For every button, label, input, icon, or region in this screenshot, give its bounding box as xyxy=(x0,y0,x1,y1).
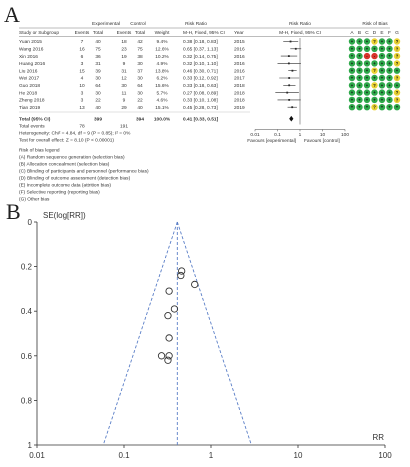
year: 2018 xyxy=(234,98,245,104)
funnel-y-tick-label: 0.8 xyxy=(20,396,32,406)
funnel-point xyxy=(158,353,164,359)
bias-mark: + xyxy=(380,75,384,81)
funnel-ci-left xyxy=(103,222,177,445)
bias-mark: ? xyxy=(395,60,399,66)
total-diamond xyxy=(289,116,293,122)
events-ctl: 30 xyxy=(121,84,127,89)
bias-letter-D: D xyxy=(372,31,377,36)
bias-mark: + xyxy=(358,60,361,66)
total-ctl: 64 xyxy=(137,84,143,89)
bias-mark: + xyxy=(358,90,361,96)
total-exp: 39 xyxy=(95,69,101,75)
events-exp: 3 xyxy=(80,91,84,97)
total-events-ctl: 191 xyxy=(119,124,129,130)
study-name: Wei 2017 xyxy=(19,76,40,82)
legend-title: Risk of bias legend xyxy=(19,148,60,154)
total-ctl: 30 xyxy=(137,62,143,68)
header-events-exp: Events xyxy=(74,31,90,36)
header-risk-ratio-plot: Risk Ratio xyxy=(289,22,311,27)
bias-letter-B: B xyxy=(357,31,362,36)
total-ctl: 30 xyxy=(137,76,143,82)
bias-mark: + xyxy=(365,97,369,103)
events-exp: 16 xyxy=(79,47,85,53)
rr-ci: 0.33 [0.18, 0.63] xyxy=(183,84,218,89)
legend-item: (G) Other bias xyxy=(19,197,50,203)
legend-item: (C) Blinding of participants and personnel (performance bias) xyxy=(19,169,149,175)
total-exp: 75 xyxy=(95,47,101,53)
total-exp: 30 xyxy=(95,76,101,82)
header-mh-plot: M-H, Fixed, 95% CI xyxy=(279,31,321,36)
bias-mark: + xyxy=(365,82,369,88)
header-total-ctl: Total xyxy=(134,31,146,36)
bias-mark: + xyxy=(350,75,354,81)
forest-tick-label: 10 xyxy=(319,133,326,138)
header-control: Control xyxy=(130,22,146,27)
events-ctl: 9 xyxy=(122,62,126,68)
bias-mark: + xyxy=(380,39,384,44)
events-exp: 6 xyxy=(80,54,84,60)
rr-ci: 0.33 [0.10, 1.08] xyxy=(183,98,218,104)
legend-item: (F) Selective reporting (reporting bias) xyxy=(19,190,100,196)
heterogeneity: Heterogeneity: Chi² = 4.84, df = 9 (P = 0.85); I² = 0% xyxy=(19,131,131,137)
total-exp: 30 xyxy=(95,91,101,97)
year: 2018 xyxy=(234,84,245,89)
bias-mark: + xyxy=(388,68,391,74)
total-exp-sum: 399 xyxy=(93,117,103,123)
events-ctl: 19 xyxy=(121,54,127,60)
rr-ci: 0.38 [0.18, 0.83] xyxy=(183,40,218,46)
total-ctl-sum: 394 xyxy=(135,117,145,123)
total-events-label: Total events xyxy=(19,124,45,130)
forest-tick-label: 0.1 xyxy=(274,133,281,138)
bias-mark: + xyxy=(380,60,384,66)
bias-mark: + xyxy=(380,68,384,74)
bias-mark: + xyxy=(380,90,384,96)
bias-mark: + xyxy=(350,53,354,59)
effect-point xyxy=(292,70,294,72)
bias-mark: ? xyxy=(373,82,376,88)
events-exp: 3 xyxy=(80,62,84,68)
year: 2015 xyxy=(234,40,245,46)
events-ctl: 31 xyxy=(121,69,127,75)
bias-mark: + xyxy=(350,90,354,96)
total-ctl: 75 xyxy=(137,47,143,53)
study-name: Tian 2019 xyxy=(19,105,41,111)
bias-mark: + xyxy=(365,90,369,96)
study-name: Zheng 2018 xyxy=(19,98,45,104)
bias-mark: + xyxy=(388,97,391,103)
events-exp: 13 xyxy=(79,105,85,111)
bias-mark: + xyxy=(365,60,369,66)
funnel-point xyxy=(171,306,177,312)
total-ctl: 42 xyxy=(137,40,143,46)
bias-mark: + xyxy=(373,75,376,81)
bias-mark: + xyxy=(388,104,391,110)
events-exp: 4 xyxy=(80,76,84,82)
total-weight: 100.0% xyxy=(153,117,171,123)
bias-mark: ? xyxy=(373,39,376,44)
total-events-exp: 78 xyxy=(79,124,85,130)
bias-mark: + xyxy=(365,68,369,74)
weight: 15.6% xyxy=(155,84,169,89)
rr-ci: 0.45 [0.28, 0.73] xyxy=(183,105,218,111)
effect-point xyxy=(288,84,290,86)
bias-mark: + xyxy=(350,97,354,103)
header-experimental: Experimental xyxy=(92,22,120,27)
funnel-y-tick-label: 0 xyxy=(27,218,32,227)
year: 2018 xyxy=(234,91,245,97)
header-events-ctl: Events xyxy=(116,31,132,36)
bias-mark: + xyxy=(350,60,354,66)
total-exp: 64 xyxy=(95,84,101,89)
bias-mark: + xyxy=(358,104,361,110)
events-exp: 7 xyxy=(80,40,84,46)
weight: 9.4% xyxy=(156,40,168,46)
funnel-point xyxy=(165,357,171,363)
rr-ci: 0.46 [0.30, 0.71] xyxy=(183,69,218,75)
bias-mark: + xyxy=(380,104,384,110)
funnel-x-tick-label: 1 xyxy=(208,451,214,460)
bias-mark: + xyxy=(365,75,369,81)
total-ctl: 37 xyxy=(137,69,143,75)
events-ctl: 29 xyxy=(121,105,127,111)
funnel-y-tick-label: 0.6 xyxy=(20,351,32,361)
study-name: Yuan 2015 xyxy=(19,40,42,46)
effect-point xyxy=(290,41,292,43)
bias-mark: + xyxy=(365,46,369,52)
bias-mark: + xyxy=(365,39,369,44)
bias-mark: + xyxy=(380,53,384,59)
bias-mark: + xyxy=(350,82,354,88)
rr-ci: 0.32 [0.10, 1.10] xyxy=(183,62,218,68)
weight: 4.6% xyxy=(156,98,168,104)
bias-mark: + xyxy=(358,82,361,88)
bias-letter-C: C xyxy=(365,31,369,36)
events-exp: 15 xyxy=(79,69,85,75)
funnel-y-title: SE(log[RR]) xyxy=(43,211,86,220)
study-name: He 2018 xyxy=(19,91,38,97)
forest-tick-label: 100 xyxy=(340,133,350,138)
bias-mark: ? xyxy=(395,90,399,96)
year: 2017 xyxy=(234,76,245,82)
total-exp: 40 xyxy=(95,40,101,46)
bias-mark: + xyxy=(358,53,361,59)
header-year: Year xyxy=(234,31,244,36)
rr-ci: 0.33 [0.12, 0.92] xyxy=(183,76,218,82)
bias-letter-A: A xyxy=(350,31,354,36)
bias-mark: + xyxy=(388,90,391,96)
funnel-x-tick-label: 0.01 xyxy=(29,451,45,460)
header-mh: M-H, Fixed, 95% CI xyxy=(183,31,225,36)
bias-mark: + xyxy=(395,68,399,74)
bias-mark: + xyxy=(380,46,384,52)
total-exp: 40 xyxy=(95,105,101,111)
bias-mark: + xyxy=(373,46,376,52)
events-ctl: 11 xyxy=(121,91,127,97)
bias-mark: + xyxy=(380,97,384,103)
weight: 12.6% xyxy=(155,47,169,53)
bias-mark: + xyxy=(358,68,361,74)
legend-item: (B) Allocation concealment (selection bias) xyxy=(19,162,110,168)
rr-ci: 0.32 [0.14, 0.75] xyxy=(183,54,218,60)
weight: 6.2% xyxy=(156,76,168,82)
panel-a-label: A xyxy=(4,2,20,27)
funnel-y-tick-label: 0.2 xyxy=(20,262,32,272)
funnel-point xyxy=(166,288,172,294)
favours-experimental: Favours [experimental] xyxy=(247,139,296,144)
effect-point xyxy=(288,63,290,65)
study-name: Xin 2016 xyxy=(19,54,38,60)
bias-mark: + xyxy=(388,75,391,81)
study-name: Liu 2016 xyxy=(19,69,38,75)
events-ctl: 12 xyxy=(121,76,127,82)
total-ci: 0.41 [0.33, 0.51] xyxy=(183,117,219,123)
year: 2016 xyxy=(234,54,245,60)
effect-point xyxy=(291,106,293,108)
bias-mark: + xyxy=(388,60,391,66)
bias-mark: + xyxy=(388,82,391,88)
bias-mark: + xyxy=(373,60,376,66)
weight: 15.1% xyxy=(155,105,169,111)
bias-mark: - xyxy=(373,53,376,59)
funnel-x-tick-label: 10 xyxy=(293,451,303,460)
total-exp: 31 xyxy=(95,62,101,68)
year: 2016 xyxy=(234,62,245,68)
effect-point xyxy=(288,55,290,57)
year: 2016 xyxy=(234,69,245,75)
bias-letter-G: G xyxy=(395,31,399,36)
year: 2019 xyxy=(234,105,245,111)
total-ctl: 40 xyxy=(137,105,143,111)
effect-point xyxy=(295,48,297,50)
bias-letter-F: F xyxy=(388,31,391,36)
funnel-point xyxy=(192,281,198,287)
total-ctl: 30 xyxy=(137,91,143,97)
study-name: Wang 2016 xyxy=(19,47,44,53)
bias-mark: + xyxy=(388,46,391,52)
funnel-x-tick-label: 100 xyxy=(378,451,392,460)
forest-tick-label: 1 xyxy=(298,133,302,138)
effect-point xyxy=(288,99,290,101)
bias-mark: ? xyxy=(395,39,399,44)
bias-mark: ? xyxy=(395,53,399,59)
bias-mark: + xyxy=(395,82,399,88)
bias-mark: ? xyxy=(395,75,399,81)
funnel-x-tick-label: 0.1 xyxy=(118,451,130,460)
effect-point xyxy=(286,92,288,94)
bias-mark: + xyxy=(373,97,376,103)
header-total-exp: Total xyxy=(92,31,104,36)
total-exp: 36 xyxy=(95,54,101,60)
bias-mark: + xyxy=(350,68,354,74)
funnel-x-title: RR xyxy=(372,433,384,442)
rr-ci: 0.65 [0.37, 1.13] xyxy=(183,47,218,53)
forest-tick-label: 0.01 xyxy=(250,133,260,138)
legend-item: (E) Incomplete outcome data (attrition bias) xyxy=(19,183,111,189)
year: 2016 xyxy=(234,47,245,53)
header-risk-ratio: Risk Ratio xyxy=(185,22,207,27)
events-ctl: 18 xyxy=(121,40,127,46)
bias-mark: + xyxy=(373,90,376,96)
total-exp: 22 xyxy=(95,98,101,104)
overall-effect: Test for overall effect: Z = 8.10 (P < 0.00001) xyxy=(19,138,115,144)
study-name: Huang 2016 xyxy=(19,62,46,68)
funnel-point xyxy=(178,268,184,274)
total-ctl: 38 xyxy=(137,54,143,60)
bias-mark: + xyxy=(388,39,391,44)
favours-control: Favours [control] xyxy=(304,139,340,144)
header-risk-of-bias: Risk of Bias xyxy=(362,22,388,27)
funnel-y-tick-label: 1 xyxy=(27,441,32,450)
weight: 10.2% xyxy=(155,54,169,60)
funnel-point xyxy=(165,312,171,318)
funnel-point xyxy=(166,353,172,359)
funnel-y-tick-label: 0.4 xyxy=(20,307,32,317)
bias-mark: + xyxy=(358,75,361,81)
events-exp: 3 xyxy=(80,98,84,104)
bias-mark: ? xyxy=(395,46,399,52)
total-ctl: 22 xyxy=(137,98,143,104)
weight: 5.7% xyxy=(156,91,168,97)
weight: 13.8% xyxy=(155,69,169,75)
panel-b-label: B xyxy=(6,199,21,224)
legend-item: (D) Blinding of outcome assessment (detection bias) xyxy=(19,176,131,182)
events-ctl: 23 xyxy=(121,47,127,53)
bias-mark: + xyxy=(365,104,369,110)
bias-mark: + xyxy=(388,53,391,59)
bias-mark: + xyxy=(350,46,354,52)
funnel-point xyxy=(166,335,172,341)
bias-letter-E: E xyxy=(380,31,384,36)
bias-mark: ? xyxy=(373,104,376,110)
funnel-point xyxy=(178,272,184,278)
events-exp: 10 xyxy=(79,84,85,89)
bias-mark: ? xyxy=(373,68,376,74)
study-name: Guo 2018 xyxy=(19,84,41,89)
bias-mark: + xyxy=(358,39,361,44)
bias-mark: + xyxy=(350,39,354,44)
weight: 4.9% xyxy=(156,62,168,68)
effect-point xyxy=(288,77,290,79)
bias-mark: ? xyxy=(395,97,399,103)
header-weight: Weight xyxy=(154,31,170,36)
total-label: Total (95% CI) xyxy=(19,117,51,123)
bias-mark: - xyxy=(366,53,368,59)
header-study: Study or Subgroup xyxy=(19,31,60,36)
bias-mark: + xyxy=(358,97,361,103)
bias-mark: + xyxy=(395,104,399,110)
events-ctl: 9 xyxy=(122,98,126,104)
bias-mark: + xyxy=(358,46,361,52)
funnel-ci-right xyxy=(177,222,251,445)
bias-mark: + xyxy=(350,104,354,110)
bias-mark: + xyxy=(380,82,384,88)
legend-item: (A) Random sequence generation (selection bias) xyxy=(19,155,125,161)
rr-ci: 0.27 [0.08, 0.89] xyxy=(183,91,218,97)
